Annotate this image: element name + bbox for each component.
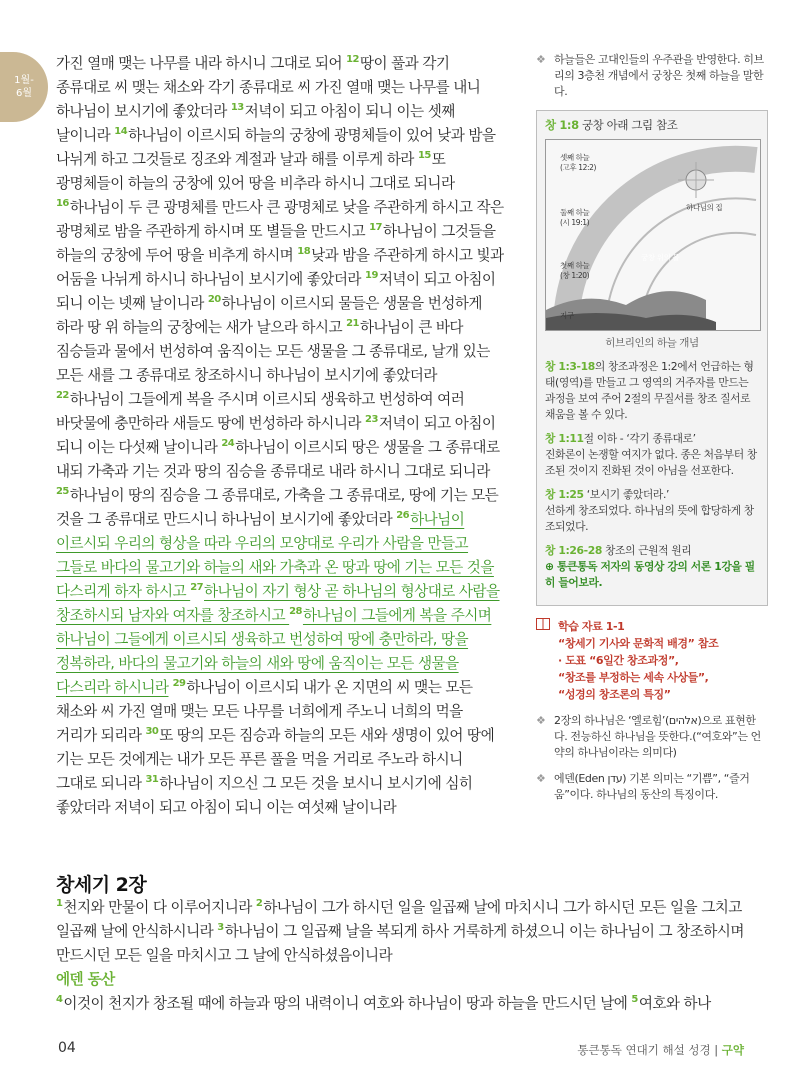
note-text: 하늘들은 고대인들의 우주관을 반영한다. 히브리의 3층천 개념에서 궁창은 첫째 하늘을 말한다. [554,53,764,98]
verse-text [168,679,172,696]
study-line: “성경의 창조론의 특징” [558,688,671,701]
study-line: “창조를 부정하는 세속 사상들”, [558,671,709,684]
note-box [536,110,768,606]
note-text: 창조의 근원적 원리 [601,544,692,557]
page-number: 04 [58,1040,76,1056]
verse-ref: 창 1:26-28 [545,544,602,557]
note-text: 선하게 창조되었다. 하나님의 뜻에 합당하게 창조되었다. [545,504,754,533]
verse-number: 31 [145,774,159,786]
verse-text: 하나님이 이르시되 물들은 생물을 번성하게 하라 땅 위 하늘의 궁창에는 새가 날으라 하시고 [56,295,482,336]
note-entry [545,487,759,535]
verse-text: 저녁이 되고 아침이 되니 이는 셋째 날이니라 [56,103,455,144]
verse-number: 3 [217,922,224,934]
verse-number: 24 [221,438,235,450]
verse-number: 17 [369,222,382,234]
verse-text: 하나님이 그 일곱째 날을 복되게 하사 거룩하게 하셨으니 이는 하나님이 그 창조하시며 만드시던 모든 일을 마치시고 그 날에 안식하셨음이니라 [56,923,744,964]
note-bullet [536,771,768,803]
verse-text: 하나님이 그들에게 복을 주시며 이르시되 생육하고 번성하여 여러 바닷물에 충만하라 새들도 땅에 번성하라 하시니라 [56,391,465,432]
box-title [545,117,759,133]
diamond-bullet-icon: ❖ [536,53,546,66]
highlighted-verse-text: 하나님이 자기 형상 곧 하나님의 형상대로 사람을 창조하시되 남자와 여자를 창조하시고 [56,583,500,624]
lecture-link[interactable]: 통큰통독 저자의 동영상 강의 서론 1강을 필히 들어보라. [545,560,755,589]
figure-label: 둘째 하늘 [560,208,590,217]
book-title: 통큰통독 연대기 해설 성경 | [577,1043,722,1057]
note-entry [545,359,759,423]
figure-label: (시 19:1) [560,218,590,227]
note-text: 에덴(Eden עדן) 기본 의미는 “기쁨”, “즐거움”이다. 하나님의 동산의 특징이다. [554,772,750,801]
verse-number: 27 [190,582,204,594]
verse-number: 23 [365,414,378,426]
verse-text: 하나님이 그것들을 하늘의 궁창에 두어 땅을 비추게 하시며 [56,223,496,264]
note-text: 2장의 하나님은 ‘엘로힘’(אלהים)으로 표현한다. 전능하신 하나님을 뜻한다.(“여호와”는 언약의 하나님이라는 의미다) [554,714,761,759]
figure-label: 첫째 하늘 [560,261,590,270]
verse-number: 28 [289,606,302,618]
highlighted-verse-text: 하나님이 그들에게 복을 주시며 하나님이 그들에게 이르시되 생육하고 번성하여 땅에 충만하라, 땅을 정복하라, 바다의 물고기와 하늘의 새와 땅에 움직이는 모든 생물을 다스리라 하시니라 [56,607,492,696]
chapter-paragraph [56,992,746,1016]
study-line: · 도표 “6일간 창조과정”, [558,654,679,667]
heavens-illustration [545,139,761,331]
verse-ref: 창 1:25 [545,488,584,501]
verse-text: 또 땅의 모든 짐승과 하늘의 모든 새와 생명이 있어 땅에 기는 모든 것에게는 내가 모든 푸른 풀을 먹을 거리로 주노라 하시니 그대로 되니라 [56,727,495,792]
verse-text: 하나님이 땅의 짐승을 그 종류대로, 가축을 그 종류대로, 땅에 기는 모든 것을 그 종류대로 만드시니 하나님이 보시기에 좋았더라 [56,487,499,528]
note-text: 진화론이 논쟁할 여지가 없다. 종은 처음부터 창조된 것이지 진화된 것이 아님을 선포한다. [545,448,757,477]
running-footer [577,1042,744,1058]
verse-number: 13 [230,102,244,114]
figure-label: 셋째 하늘 [560,153,590,162]
verse-number: 4 [56,994,63,1006]
figure-label: (고후 12:2) [560,163,596,172]
play-icon: ⊕ [545,560,558,573]
month-tab [0,52,48,122]
verse-number: 20 [207,294,221,306]
verse-number: 21 [346,318,359,330]
box-title-text: 궁창 아래 그림 참조 [578,118,678,132]
verse-number: 14 [114,126,128,138]
highlighted-verse-text: 하나님이 이르시되 우리의 형상을 따라 우리의 모양대로 우리가 사람을 만들고 그들로 바다의 물고기와 하늘의 새와 가축과 온 땅과 땅에 기는 모든 것을 다스리게 하자 하시고 [56,511,494,600]
verse-text: 하나님이 지으신 그 모든 것을 보시니 보시기에 심히 좋았더라 저녁이 되고 아침이 되니 이는 여섯째 날이니라 [56,775,473,816]
verse-number: 26 [396,510,410,522]
note-entry [545,543,759,591]
verse-text: 저녁이 되고 아침이 되니 이는 넷째 날이니라 [56,271,496,312]
diamond-bullet-icon: ❖ [536,772,546,785]
note-bullet [536,713,768,761]
note-entry [545,431,759,479]
verse-number: 12 [346,54,359,66]
verse-text: 여호와 하나 [638,995,711,1012]
figure-caption: 히브리인의 하늘 개념 [605,337,699,349]
scripture-body [56,52,506,820]
chapter-paragraph [56,896,746,968]
chapter-body [56,896,746,1016]
verse-number: 18 [297,246,311,258]
section-subheading: 에덴 동산 [56,971,115,988]
note-text: 의 창조과정은 1:2에서 언급하는 형태(영역)를 만들고 그 영역의 거주자를 만드는 과정을 보여 주어 2절의 무질서를 창조 질서로 채움을 볼 수 있다. [545,360,754,421]
figure-label: 지구 [560,311,574,320]
study-title: 학습 자료 1-1 [558,620,625,633]
verse-text: 낮과 밤을 주관하게 하시고 빛과 어둠을 나뉘게 하시니 하나님이 보시기에 좋았더라 [56,247,504,288]
study-material [536,618,768,703]
verse-text: 하나님이 그가 하시던 일을 일곱째 날에 마치시니 그가 하시던 모든 일을 그치고 일곱째 날에 안식하시니라 [56,899,742,940]
verse-text: 땅이 풀과 각기 종류대로 씨 맺는 채소와 각기 종류대로 씨 가진 열매 맺는 나무를 내니 하나님이 보시기에 좋았더라 [56,55,481,120]
verse-number: 2 [255,898,263,910]
verse-text: 하나님이 두 큰 광명체를 만드사 큰 광명체로 낮을 주관하게 하시고 작은 광명체로 밤을 주관하게 하시며 또 별들을 만드시고 [56,199,504,240]
verse-number: 15 [417,150,431,162]
verse-number: 29 [172,678,186,690]
heavens-diagram [546,140,760,330]
month-tab-line2: 6월 [15,88,33,99]
verse-number: 22 [56,390,69,402]
study-line: “창세기 기사와 문화적 배경” 참조 [558,637,719,650]
sidebar-notes [536,52,768,813]
verse-ref: 창 1:8 [545,118,579,132]
section-label: 구약 [721,1043,744,1057]
book-icon [536,618,558,703]
verse-text: 하나님이 이르시되 내가 온 지면의 씨 맺는 모든 채소와 씨 가진 열매 맺는 모든 나무를 너희에게 주노니 너희의 먹을 거리가 되리라 [56,679,473,744]
verse-text: 가진 열매 맺는 나무를 내라 하시니 그대로 되어 [56,55,347,72]
figure-label: 궁창 위의 물 [641,253,680,262]
verse-text: 또 광명체들이 하늘의 궁창에 있어 땅을 비추라 하시니 그대로 되니라 [56,151,455,192]
month-tab-line1: 1월- [14,75,34,86]
verse-text: 저녁이 되고 아침이 되니 이는 다섯째 날이니라 [56,415,496,456]
verse-text: 천지와 만물이 다 이루어지니라 [63,899,256,916]
verse-text: 이것이 천지가 창조될 때에 하늘과 땅의 내력이니 여호와 하나님이 땅과 하늘을 만드시던 날에 [63,995,632,1012]
verse-ref: 창 1:11 [545,432,584,445]
verse-text: 하나님이 이르시되 땅은 생물을 그 종류대로 내되 가축과 기는 것과 땅의 짐승을 종류대로 내라 하시니 그대로 되니라 [56,439,500,480]
verse-number: 5 [631,994,638,1006]
note-bullet [536,52,768,100]
verse-number: 1 [56,898,63,910]
verse-number: 16 [56,198,69,210]
verse-number: 30 [145,726,159,738]
figure-label: 하나님의 집 [686,203,723,212]
verse-text: 하나님이 이르시되 하늘의 궁창에 광명체들이 있어 낮과 밤을 나뉘게 하고 그것들로 징조와 계절과 날과 해를 이루게 하라 [56,127,496,168]
verse-text: 하나님이 큰 바다 짐승들과 물에서 번성하여 움직이는 모든 생물을 그 종류대로, 날개 있는 모든 새를 그 종류대로 창조하시니 하나님이 보시기에 좋았더라 [56,319,490,384]
verse-ref: 창 1:3-18 [545,360,595,373]
note-text: ‘보시기 좋았더라.’ [583,488,670,501]
verse-number: 19 [365,270,378,282]
figure-label: (창 1:20) [560,271,590,280]
chapter-title: 창세기 2장 [56,874,147,896]
diamond-bullet-icon: ❖ [536,714,546,727]
verse-number: 25 [56,486,69,498]
note-text: 절 이하 - ‘각기 종류대로’ [583,432,696,445]
